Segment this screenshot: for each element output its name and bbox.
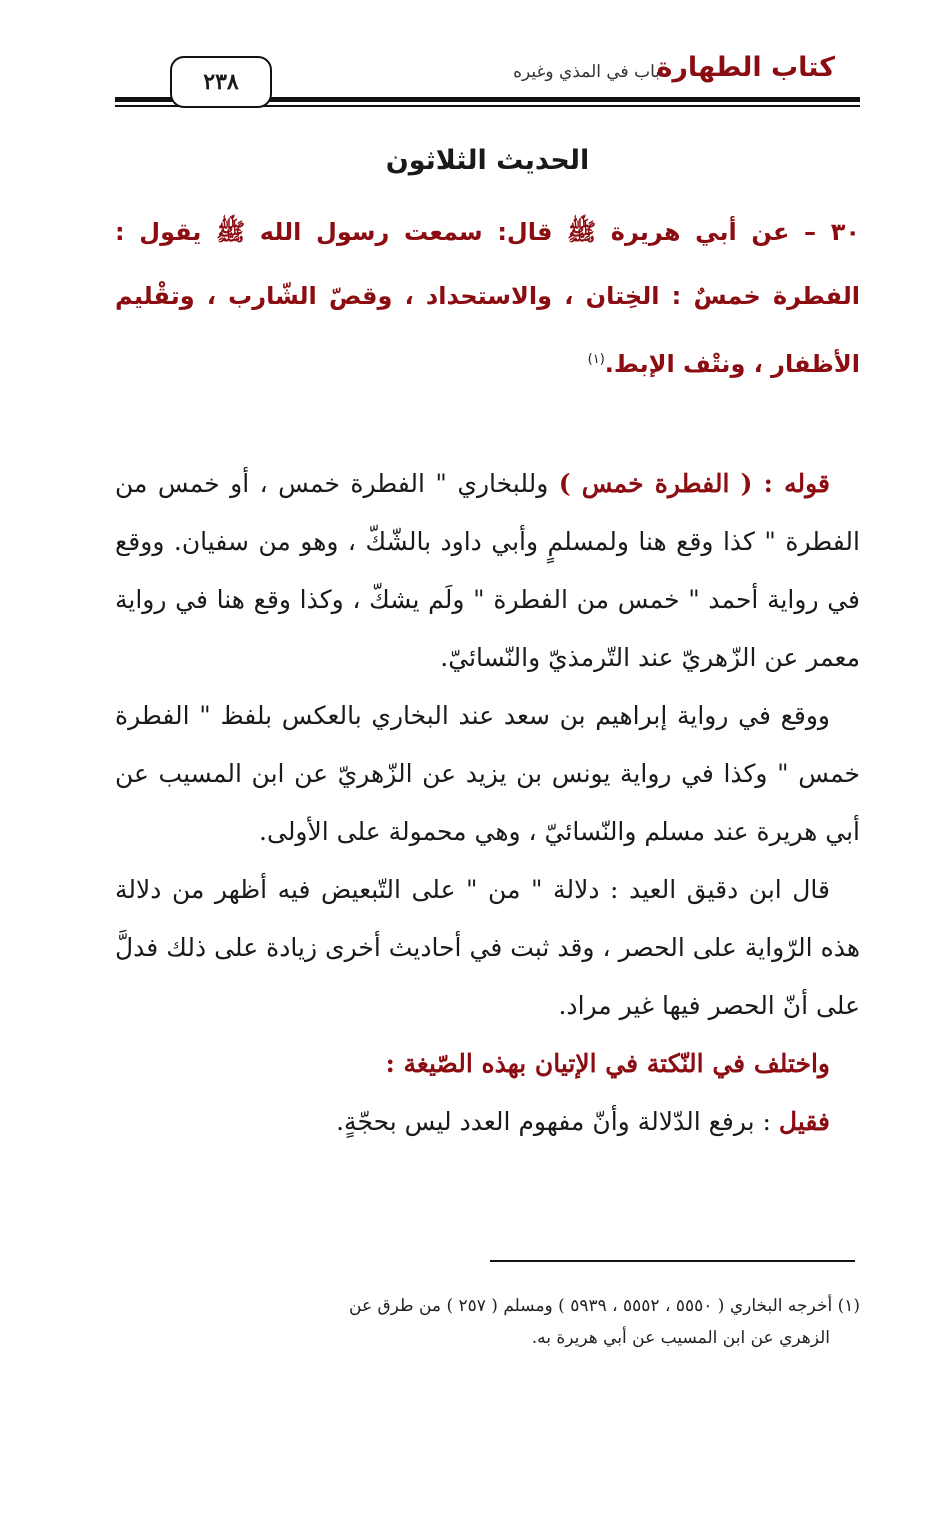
footnote-line-1: (١) أخرجه البخاري ( ٥٥٥٠ ، ٥٥٥٢ ، ٥٩٣٩ ) ومسلم ( ٢٥٧ ) من طرق عن [349, 1296, 860, 1316]
hadith-text: ٣٠ – عن أبي هريرة ﷺ قال: سمعت رسول الله ﷺ يقول : الفطرة خمسٌ : الخِتان ، والاستحداد ، وقصّ الشّارب ، وتقْليم الأظفار ، ونتْف الإبط. [115, 218, 860, 378]
commentary-paragraph-3: قال ابن دقيق العيد : دلالة " من " على التّبعيض فيه أظهر من دلالة هذه الرّواية على الحصر ، وقد ثبت في أحاديث أخرى زيادة على ذلك فدلَّ على أنّ الحصر فيها غير مراد. [115, 875, 860, 1020]
footnote [115, 1290, 860, 1354]
book-title: كتاب الطهارة [656, 52, 835, 83]
commentary [115, 455, 860, 1151]
commentary-paragraph-1 [115, 455, 860, 687]
commentary-paragraph-5 [115, 1093, 860, 1151]
chapter-title: باب في المذي وغيره [513, 62, 660, 82]
commentary-paragraph-2: ووقع في رواية إبراهيم بن سعد عند البخاري بالعكس بلفظ " الفطرة خمس " وكذا في رواية يونس بن يزيد عن الزّهريّ عن ابن المسيب عن أبي هريرة عند مسلم والنّسائيّ ، وهي محمولة على الأولى. [115, 701, 860, 846]
hadith-heading: الحديث الثلاثون [385, 145, 590, 176]
page-header [115, 40, 860, 120]
commentary-label-5: فقيل [778, 1107, 830, 1136]
footnote-marker: (١) [587, 352, 605, 367]
commentary-label-1: قوله : ( الفطرة خمس ) [558, 469, 830, 498]
footnote-divider [490, 1260, 855, 1262]
page-number-box [170, 56, 272, 108]
commentary-text-5: : برفع الدّلالة وأنّ مفهوم العدد ليس بحجّةٍ. [336, 1107, 779, 1136]
hadith-text-block [115, 200, 860, 396]
commentary-text-1: وللبخاري " الفطرة خمس ، أو خمس من الفطرة " كذا وقع هنا ولمسلمٍ وأبي داود بالشّكّ ، وهو من سفيان. ووقع في رواية أحمد " خمس من الفطرة " ولَم يشكّ ، وكذا وقع هنا في رواية معمر عن الزّهريّ عند التّرمذيّ والنّسائيّ. [115, 469, 860, 672]
commentary-subheading: واختلف في النّكتة في الإتيان بهذه الصّيغة : [385, 1049, 830, 1078]
page-number: ٢٣٨ [203, 69, 239, 95]
footnote-line-2: الزهري عن ابن المسيب عن أبي هريرة به. [531, 1328, 830, 1348]
